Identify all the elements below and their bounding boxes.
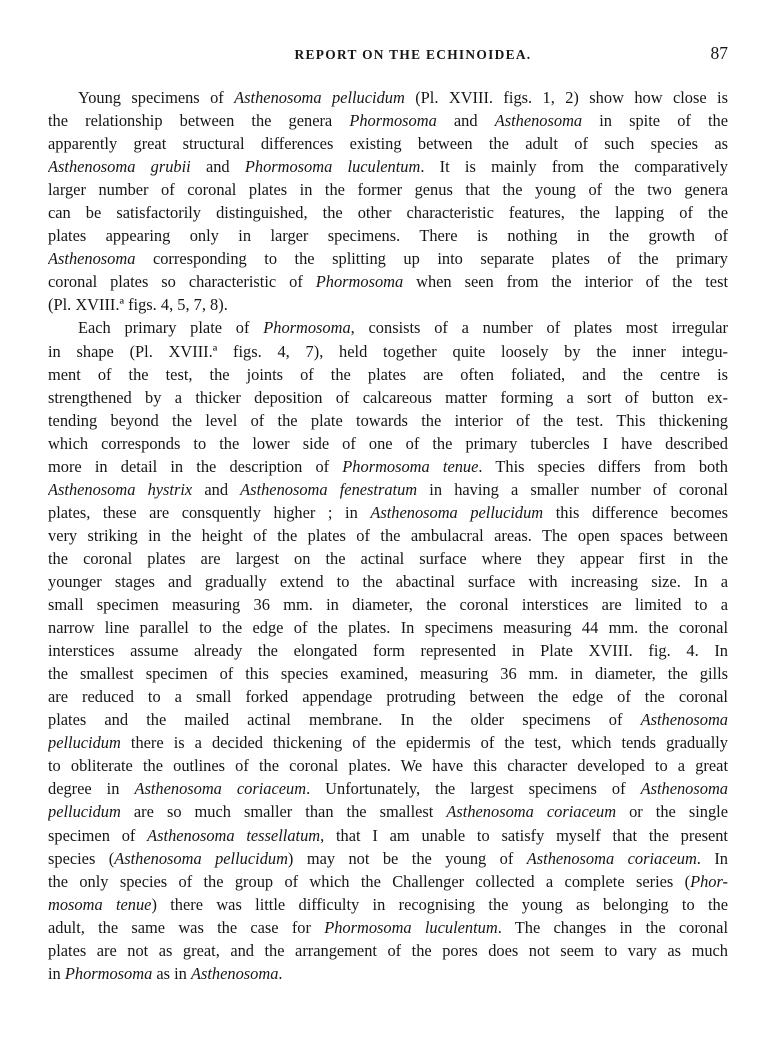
- text-segment: adult, the same was the case for: [48, 917, 325, 937]
- text-segment: as in: [152, 963, 191, 983]
- text-segment: interstices assume already the elongated form represented in Plate XVIII. fig. 4. In: [48, 641, 728, 661]
- text-line: [48, 201, 728, 224]
- text-line: [48, 132, 728, 155]
- text-segment: coronal plates so characteristic of: [48, 272, 316, 292]
- text-segment: corresponding to the splitting up into separate plates of the primary: [135, 249, 728, 269]
- text-line: [48, 662, 728, 685]
- text-segment: small specimen measuring 36 mm. in diameter, the coronal interstices are limited to a: [48, 595, 728, 615]
- page-number: 87: [710, 43, 728, 63]
- text-line: [48, 547, 728, 570]
- text-line: [48, 847, 728, 870]
- text-segment: in shape (Pl. XVIII.ª figs. 4, 7), held together quite loosely by the inner integu-: [48, 341, 728, 361]
- text-line: [48, 962, 728, 985]
- text-line: [48, 316, 728, 339]
- italic-segment: Asthenosoma: [640, 779, 728, 799]
- italic-segment: mosoma tenue: [48, 894, 152, 914]
- text-segment: are reduced to a small forked appendage protruding between the edge of the coronal: [48, 687, 728, 707]
- text-segment: plates appearing only in larger specimens. There is nothing in the growth of: [48, 226, 728, 246]
- text-segment: .: [278, 963, 283, 983]
- text-line: [48, 293, 728, 316]
- text-segment: in having a smaller number of coronal: [417, 479, 728, 499]
- text-segment: very striking in the height of the plates of the ambulacral areas. The open spaces between: [48, 525, 728, 545]
- italic-segment: Asthenosoma coriaceum: [446, 802, 617, 822]
- body-text: [48, 86, 728, 985]
- text-segment: . The changes in the coronal: [497, 917, 728, 937]
- text-segment: in: [48, 963, 65, 983]
- text-line: [48, 616, 728, 639]
- italic-segment: Asthenosoma pellucidum: [370, 502, 544, 522]
- text-line: [48, 363, 728, 386]
- text-segment: can be satisfactorily distinguished, the other characteristic features, the lapping of the: [48, 203, 728, 223]
- text-segment: . Unfortunately, the largest specimens of: [306, 779, 641, 799]
- text-segment: narrow line parallel to the edge of the plates. In specimens measuring 44 mm. the coronal: [48, 618, 728, 638]
- text-segment: the only species of the group of which the Challenger collected a complete series (: [48, 871, 691, 891]
- italic-segment: Phor-: [690, 871, 728, 891]
- text-segment: more in detail in the description of: [48, 456, 343, 476]
- text-line: [48, 593, 728, 616]
- text-line: [48, 178, 728, 201]
- text-segment: to obliterate the outlines of the coronal plates. We have this character developed to a great: [48, 756, 728, 776]
- text-segment: there is a decided thickening of the epidermis of the test, which tends gradually: [120, 733, 728, 753]
- italic-segment: Phormosoma: [315, 272, 404, 292]
- italic-segment: pellucidum: [48, 733, 121, 753]
- text-segment: which corresponds to the lower side of one of the primary tubercles I have described: [48, 433, 728, 453]
- text-line: [48, 524, 728, 547]
- text-segment: Young specimens of: [78, 88, 235, 107]
- italic-segment: Asthenosoma coriaceum: [526, 848, 697, 868]
- text-segment: the coronal plates are largest on the actinal surface where they appear first in the: [48, 548, 728, 568]
- text-segment: and: [190, 157, 245, 177]
- italic-segment: Asthenosoma coriaceum: [134, 779, 307, 799]
- text-line: [48, 685, 728, 708]
- text-segment: and: [192, 479, 241, 499]
- text-segment: . This species differs from both: [478, 456, 728, 476]
- text-line: [48, 478, 728, 501]
- text-segment: ) there was little difficulty in recognising the young as belonging to the: [151, 894, 728, 914]
- text-line: [48, 270, 728, 293]
- text-segment: plates, these are consquently higher ; in: [48, 502, 371, 522]
- text-segment: or the single: [616, 802, 728, 822]
- text-segment: in spite of the: [582, 111, 728, 131]
- text-line: [48, 708, 728, 731]
- text-segment: . In: [696, 848, 728, 868]
- italic-segment: Asthenosoma hystrix: [48, 479, 193, 499]
- text-segment: larger number of coronal plates in the former genus that the young of the two genera: [48, 180, 728, 200]
- text-line: [48, 939, 728, 962]
- text-line: [48, 340, 728, 363]
- italic-segment: Phormosoma luculentum: [324, 917, 498, 937]
- text-segment: the smallest specimen of this species examined, measuring 36 mm. in diameter, the gills: [48, 664, 728, 684]
- italic-segment: Asthenosoma pellucidum: [114, 848, 288, 868]
- text-segment: , consists of a number of plates most irregular: [350, 318, 728, 338]
- text-segment: and: [436, 111, 495, 131]
- text-segment: degree in: [48, 779, 135, 799]
- italic-segment: Phormosoma tenue: [342, 456, 479, 476]
- text-segment: , that I am unable to satisfy myself that the present: [320, 825, 728, 845]
- text-line: [48, 455, 728, 478]
- italic-segment: Asthenosoma: [48, 249, 136, 269]
- text-segment: tending beyond the level of the plate towards the interior of the test. This thickening: [48, 410, 728, 430]
- italic-segment: Asthenosoma: [494, 111, 583, 131]
- text-segment: strengthened by a thicker deposition of calcareous matter forming a sort of button ex-: [48, 387, 728, 407]
- running-title: REPORT ON THE ECHINOIDEA.: [294, 47, 532, 62]
- text-segment: Each primary plate of: [78, 318, 264, 338]
- italic-segment: pellucidum: [48, 802, 121, 822]
- text-line: [48, 432, 728, 455]
- text-segment: . It is mainly from the comparatively: [420, 157, 728, 177]
- italic-segment: Phormosoma luculentum: [244, 157, 421, 177]
- text-segment: ment of the test, the joints of the plates are often foliated, and the centre is: [48, 364, 728, 384]
- text-line: [48, 501, 728, 524]
- text-line: [48, 109, 728, 132]
- italic-segment: Asthenosoma grubii: [48, 157, 191, 177]
- italic-segment: Asthenosoma tessellatum: [147, 825, 321, 845]
- text-line: [48, 893, 728, 916]
- italic-segment: Asthenosoma pellucidum: [234, 88, 405, 107]
- text-line: [48, 86, 728, 109]
- text-line: [48, 247, 728, 270]
- text-line: [48, 916, 728, 939]
- text-line: [48, 570, 728, 593]
- text-line: [48, 639, 728, 662]
- text-segment: apparently great structural differences existing between the adult of such species as: [48, 134, 728, 154]
- page-header: [48, 44, 728, 68]
- text-line: [48, 224, 728, 247]
- italic-segment: Phormosoma: [349, 111, 437, 131]
- text-line: [48, 870, 728, 893]
- text-line: [48, 754, 728, 777]
- text-segment: (Pl. XVIII. figs. 1, 2) show how close is: [404, 88, 728, 107]
- text-line: [48, 777, 728, 800]
- italic-segment: Asthenosoma fenestratum: [240, 479, 418, 499]
- text-segment: plates and the mailed actinal membrane. In the older specimens of: [48, 710, 641, 730]
- text-segment: the relationship between the genera: [48, 111, 350, 131]
- text-line: [48, 155, 728, 178]
- italic-segment: Asthenosoma: [640, 710, 728, 730]
- text-line: [48, 386, 728, 409]
- text-segment: species (: [48, 848, 115, 868]
- text-segment: when seen from the interior of the test: [403, 272, 728, 292]
- text-segment: (Pl. XVIII.ª figs. 4, 5, 7, 8).: [48, 295, 228, 315]
- text-line: [48, 800, 728, 823]
- text-line: [48, 409, 728, 432]
- text-line: [48, 824, 728, 847]
- italic-segment: Phormosoma: [263, 318, 351, 338]
- italic-segment: Phormosoma: [64, 963, 153, 983]
- text-segment: younger stages and gradually extend to the abactinal surface with increasing size. In a: [48, 571, 728, 591]
- text-line: [48, 731, 728, 754]
- italic-segment: Asthenosoma: [190, 963, 279, 983]
- text-segment: this difference becomes: [543, 502, 728, 522]
- text-segment: are so much smaller than the smallest: [120, 802, 447, 822]
- text-segment: specimen of: [48, 825, 148, 845]
- text-segment: plates are not as great, and the arrangement of the pores does not seem to vary as much: [48, 940, 728, 960]
- text-segment: ) may not be the young of: [287, 848, 527, 868]
